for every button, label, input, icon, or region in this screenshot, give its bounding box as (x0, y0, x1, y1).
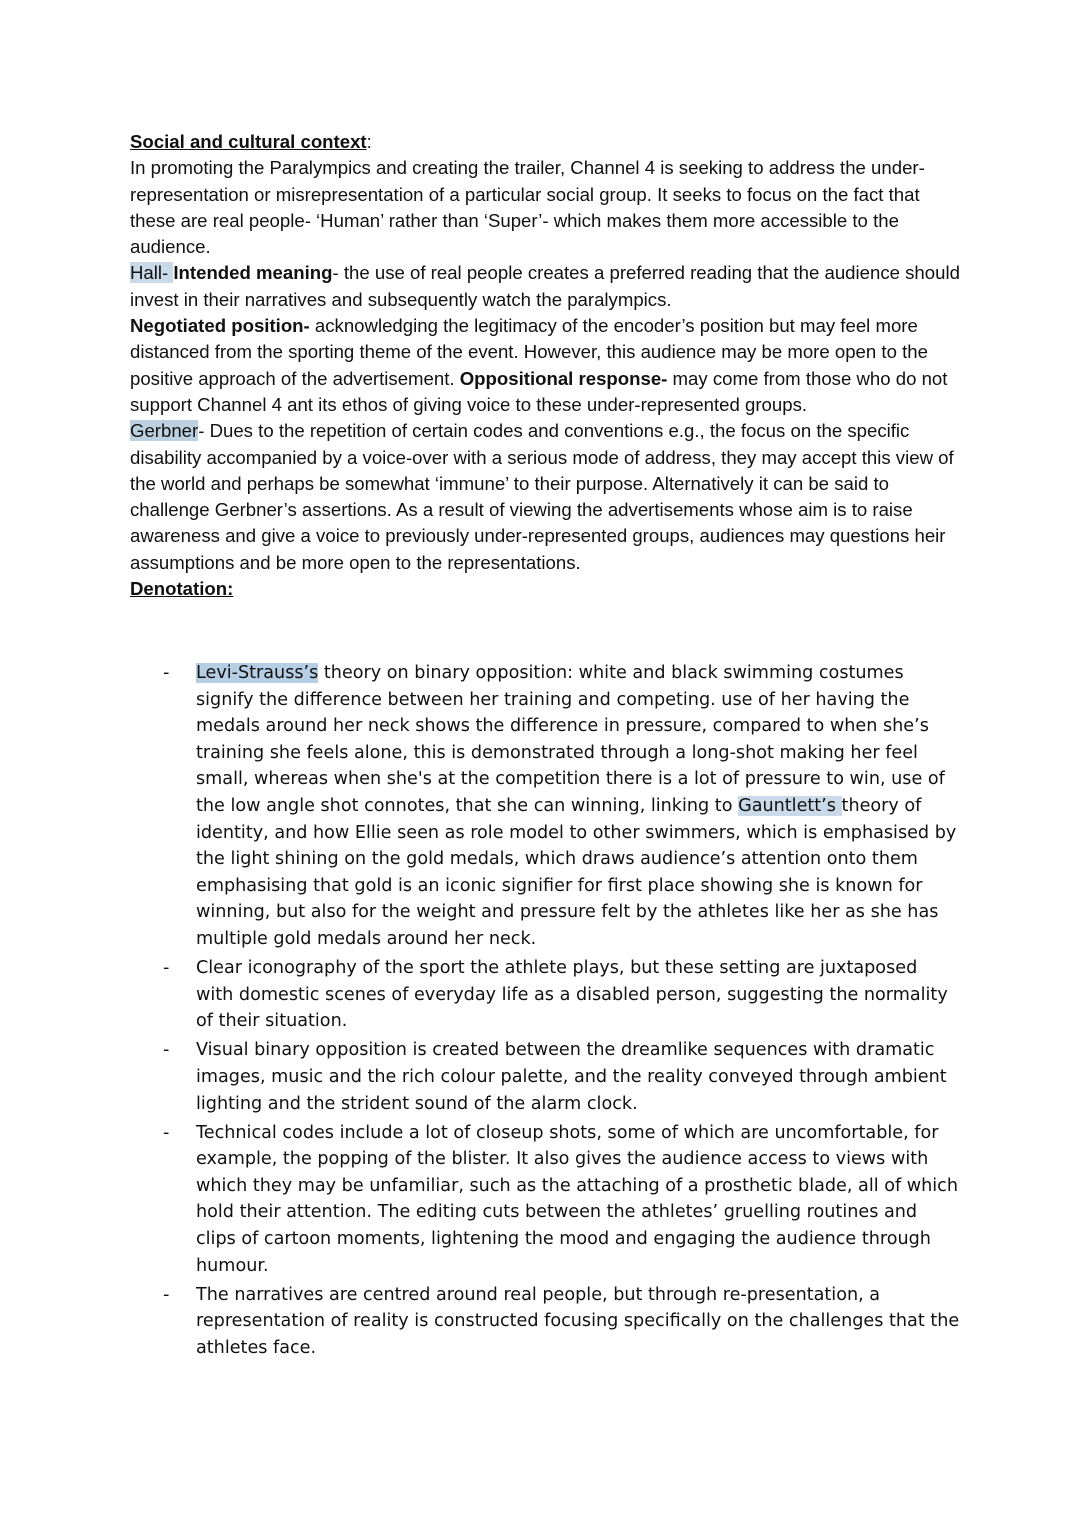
gerbner-paragraph (130, 418, 960, 576)
list-item (130, 955, 960, 1035)
denotation-list (130, 660, 960, 1364)
bullet3-text: Visual binary opposition is created between the dreamlike sequences with dramatic images, music and the rich colour palette, and the reality conveyed through ambient lighting and the strident sound of the alarm clock. (196, 1040, 947, 1114)
gauntlett-highlight: Gauntlett’s (738, 795, 842, 816)
bullet-dash: - (163, 958, 170, 979)
hall-highlight: Hall- (130, 262, 174, 284)
oppositional-response-text: may come from those who do not support Channel 4 ant its ethos of giving voice to these under-represented groups. (130, 367, 948, 415)
bullet1-text-b: theory of identity, and how Ellie seen as role model to other swimmers, which is emphasised by the light shining on the gold medals, which draws audience’s attention onto them emphasising that gold is an iconic signifier for first place showing she is known for winning, but also for the weight and pressure felt by the athletes like her as she has multiple gold medals around her neck. (196, 795, 957, 949)
bullet4-text: Technical codes include a lot of closeup shots, some of which are uncomfortable, for example, the popping of the blister. It also gives the audience access to views with which they may be unfamiliar, such as the attaching of a prosthetic blade, all of which hold their attention. The editing cuts between the athletes’ gruelling routines and clips of cartoon moments, lightening the mood and engaging the audience through humour. (196, 1122, 958, 1276)
list-item (130, 1282, 960, 1362)
social-context-section (130, 129, 960, 602)
social-context-heading-line (130, 129, 960, 155)
bullet2-text: Clear iconography of the sport the athlete plays, but these setting are juxtaposed with domestic scenes of everyday life as a disabled person, suggesting the normality of their situation. (196, 958, 948, 1032)
oppositional-response-term: Oppositional response- (459, 367, 668, 389)
hall-paragraph (130, 260, 960, 418)
list-item (130, 1037, 960, 1117)
social-context-intro: In promoting the Paralympics and creating the trailer, Channel 4 is seeking to address the under-representation or misrepresentation of a particular social group. It seeks to focus on the fact that these are real people- ‘Human’ rather than ‘Super’- which makes them more accessible to the audience. (130, 157, 925, 258)
bullet-dash: - (163, 1122, 170, 1143)
bullet1-text-a: theory on binary opposition: white and black swimming costumes signify the difference between her training and competing. use of her having the medals around her neck shows the difference in pressure, compared to when she’s training she feels alone, this is demonstrated through a long-shot making her feel small, whereas when she's at the competition there is a lot of pressure to win, use of the low angle shot connotes, that she can winning, linking to (196, 663, 945, 816)
bullet-dash: - (163, 663, 170, 683)
bullet5-text: The narratives are centred around real people, but through re-presentation, a representation of reality is constructed focusing specifically on the challenges that the athletes face. (196, 1284, 960, 1358)
intended-meaning-text: - the use of real people creates a preferred reading that the audience should invest in their narratives and subsequently watch the paralympics. (130, 262, 960, 310)
intended-meaning-term: Intended meaning (173, 262, 333, 284)
list-item (130, 660, 960, 953)
denotation-heading: Denotation: (130, 578, 234, 600)
negotiated-position-text: acknowledging the legitimacy of the encoder’s position but may feel more distanced from the sporting theme of the event. However, this audience may be more open to the positive approach of the advertisement. (130, 315, 928, 389)
heading-colon: : (366, 131, 372, 152)
social-context-heading: Social and cultural context (130, 131, 367, 152)
bullet-dash: - (163, 1040, 170, 1061)
negotiated-position-term: Negotiated position- (130, 315, 310, 337)
list-item (130, 1120, 960, 1280)
denotation-heading-line (130, 576, 960, 602)
gerbner-text: - Dues to the repetition of certain codes and conventions e.g., the focus on the specific disability accompanied by a voice-over with a serious mode of address, they may accept this view of the world and perhaps be somewhat ‘immune’ to their purpose. Alternatively it can be said to challenge Gerbner’s assertions. As a result of viewing the advertisements whose aim is to raise awareness and give a voice to previously under-represented groups, audiences may questions heir assumptions and be more open to the representations. (130, 420, 954, 573)
gerbner-highlight: Gerbner (130, 420, 199, 442)
bullet-dash: - (163, 1284, 170, 1305)
levi-strauss-highlight: Levi-Strauss’s (196, 663, 319, 683)
